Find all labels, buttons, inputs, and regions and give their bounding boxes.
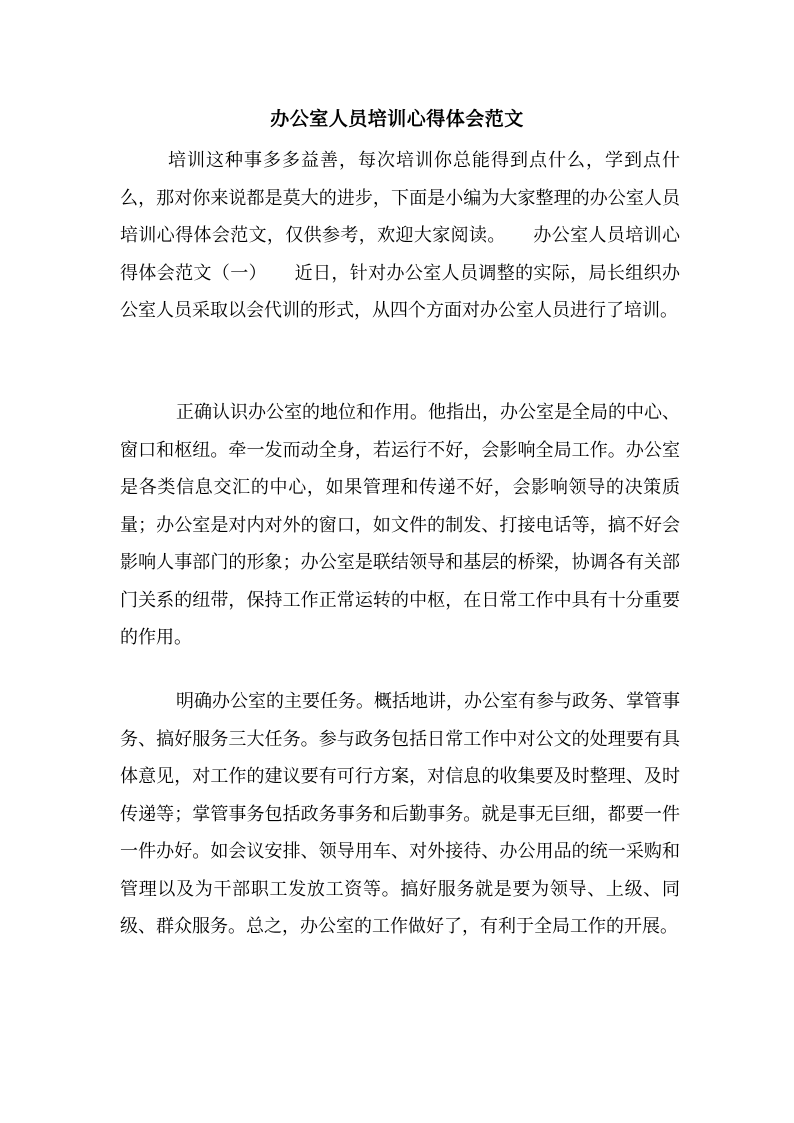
paragraph-intro: 培训这种事多多益善，每次培训你总能得到点什么，学到点什么，那对你来说都是莫大的进步，下面是小编为大家整理的办公室人员培训心得体会范文，仅供参考，欢迎大家阅读。 办公室人员培训心得体会范文（一） 近日，针对办公室人员调整的实际，局长组织办公室人员采取以会代训的形式，从四个方面对办公室人员进行了培训。 [120, 150, 680, 321]
document-title: 办公室人员培训心得体会范文 [270, 108, 524, 130]
paragraph-tasks: 明确办公室的主要任务。概括地讲，办公室有参与政务、掌管事务、搞好服务三大任务。参与政务包括日常工作中对公文的处理要有具体意见，对工作的建议要有可行方案，对信息的收集要及时整理、及时传递等；掌管事务包括政务事务和后勤事务。就是事无巨细，都要一件一件办好。如会议安排、领导用车、对外接待、办公用品的统一采购和管理以及为干部职工发放工资等。搞好服务就是要为领导、上级、同级、群众服务。总之，办公室的工作做好了，有利于全局工作的开展。 [120, 691, 680, 937]
paragraph-role: 正确认识办公室的地位和作用。他指出，办公室是全局的中心、窗口和枢纽。牵一发而动全身，若运行不好，会影响全局工作。办公室是各类信息交汇的中心，如果管理和传递不好，会影响领导的决策质量；办公室是对内对外的窗口，如文件的制发、打接电话等，搞不好会影响人事部门的形象；办公室是联结领导和基层的桥梁，协调各有关部门关系的纽带，保持工作正常运转的中枢，在日常工作中具有十分重要的作用。 [120, 402, 680, 648]
